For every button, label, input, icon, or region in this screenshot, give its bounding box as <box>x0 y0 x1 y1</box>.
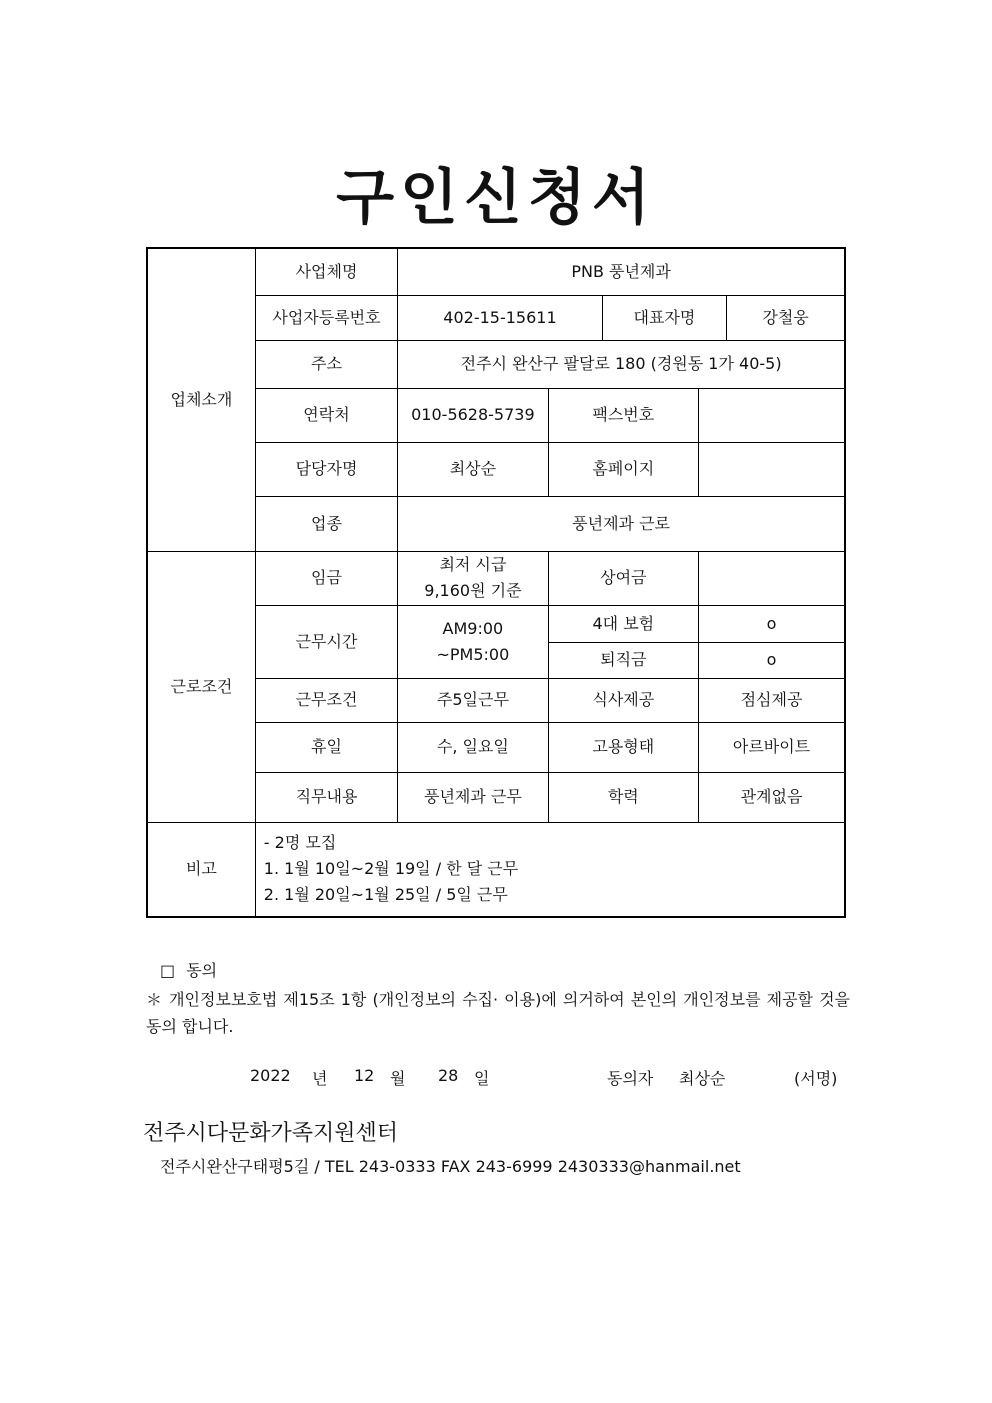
contact-label: 연락처 <box>255 388 397 442</box>
consent-year-unit: 년 <box>312 1069 328 1088</box>
page-title: 구인신청서 <box>336 163 656 233</box>
consent-month: 12 <box>354 1066 375 1085</box>
consent-agree-label: 동의 <box>186 961 218 980</box>
contact-value: 010-5628-5739 <box>398 388 548 442</box>
industry-label: 업종 <box>255 496 397 551</box>
work-value: 주5일근무 <box>398 678 548 722</box>
employment-label: 고용형태 <box>548 722 698 772</box>
homepage-value <box>699 442 845 496</box>
address-value: 전주시 완산구 팔달로 180 (경원동 1가 40-5) <box>398 340 845 388</box>
duty-label: 직무내용 <box>255 772 397 822</box>
education-value: 관계없음 <box>699 772 845 822</box>
industry-value: 풍년제과 근로 <box>398 496 845 551</box>
meal-label: 식사제공 <box>548 678 698 722</box>
center-name: 전주시다문화가족지원센터 <box>143 1121 399 1146</box>
rep-value: 강철웅 <box>727 295 845 340</box>
center-info: 전주시완산구태평5길 / TEL 243-0333 FAX 243-6999 2430333@hanmail.net <box>160 1157 741 1176</box>
consent-checkbox[interactable]: □ <box>160 961 176 980</box>
address-label: 주소 <box>255 340 397 388</box>
signer-label: 동의자 <box>607 1069 654 1088</box>
insurance-label: 4대 보험 <box>548 605 698 642</box>
meal-value: 점심제공 <box>699 678 845 722</box>
insurance-value: o <box>699 605 845 642</box>
homepage-label: 홈페이지 <box>548 442 698 496</box>
row-wage <box>147 551 845 605</box>
employment-value: 아르바이트 <box>699 722 845 772</box>
consent-year: 2022 <box>250 1066 291 1085</box>
wage-line-2: 9,160원 기준 <box>424 581 522 600</box>
row-company-name <box>147 248 845 295</box>
severance-label: 퇴직금 <box>548 642 698 678</box>
section-conditions-label: 근로조건 <box>147 551 255 822</box>
hours-line-1: AM9:00 <box>442 618 504 638</box>
sign-mark: (서명) <box>794 1069 838 1088</box>
manager-value: 최상순 <box>398 442 548 496</box>
holiday-value: 수, 일요일 <box>398 722 548 772</box>
signer-name: 최상순 <box>679 1069 726 1088</box>
wage-line-1: 최저 시급 <box>439 555 507 574</box>
row-remarks <box>147 822 845 917</box>
company-name-label: 사업체명 <box>255 248 397 295</box>
reg-no-label: 사업자등록번호 <box>255 295 397 340</box>
hours-line-2: ~PM5:00 <box>436 644 510 664</box>
remarks-line-3: 2. 1월 20일~1월 25일 / 5일 근무 <box>263 885 508 905</box>
consent-agree <box>160 958 864 981</box>
section-company-label: 업체소개 <box>147 248 255 551</box>
rep-label: 대표자명 <box>602 295 726 340</box>
consent-day: 28 <box>438 1066 459 1085</box>
fax-label: 팩스번호 <box>548 388 698 442</box>
work-label: 근무조건 <box>255 678 397 722</box>
holiday-label: 휴일 <box>255 722 397 772</box>
application-form-table <box>146 247 846 918</box>
fax-value <box>699 388 845 442</box>
remarks-line-2: 1. 1월 10일~2월 19일 / 한 달 근무 <box>263 859 519 879</box>
remarks-label: 비고 <box>147 822 255 917</box>
consent-day-unit: 일 <box>474 1069 490 1088</box>
bonus-value <box>699 551 845 605</box>
wage-value <box>398 551 548 605</box>
remarks-value <box>255 822 845 917</box>
consent-month-unit: 월 <box>390 1069 406 1088</box>
severance-value: o <box>699 642 845 678</box>
hours-label: 근무시간 <box>255 605 397 678</box>
wage-label: 임금 <box>255 551 397 605</box>
consent-text: ＊ 개인정보보호법 제15조 1항 (개인정보의 수집· 이용)에 의거하여 본인의 개인정보를 제공할 것을 동의 합니다. <box>146 990 850 1036</box>
manager-label: 담당자명 <box>255 442 397 496</box>
hours-value <box>398 605 548 678</box>
reg-no-value: 402-15-15611 <box>398 295 603 340</box>
company-name-value: PNB 풍년제과 <box>398 248 845 295</box>
education-label: 학력 <box>548 772 698 822</box>
bonus-label: 상여금 <box>548 551 698 605</box>
remarks-line-1: - 2명 모집 <box>263 833 337 853</box>
duty-value: 풍년제과 근무 <box>398 772 548 822</box>
